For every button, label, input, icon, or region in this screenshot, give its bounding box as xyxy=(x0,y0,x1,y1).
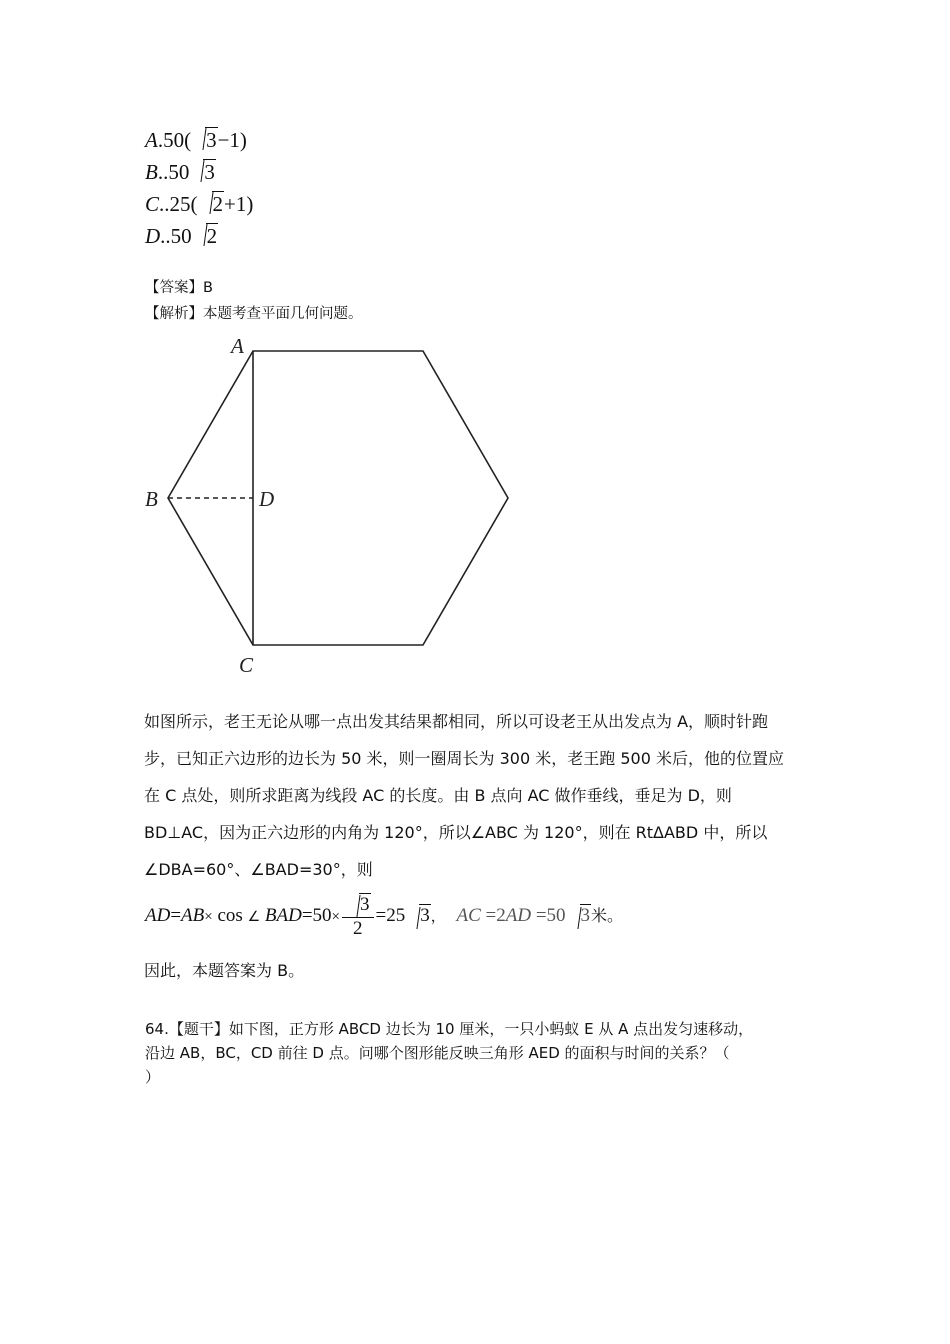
sqrt-sign: 3 xyxy=(191,158,216,186)
option-b: B..50 3 xyxy=(145,160,215,184)
question-64 xyxy=(145,1017,835,1089)
formula-line: AD=AB× cos ∠ BAD=50× $\frac{3}{2}$ =25 3， AC =2AD =50 3米。 xyxy=(145,894,624,939)
label-c: C xyxy=(239,653,254,677)
explanation-line: BD⊥AC，因为正六边形的内角为 120°，所以∠ABC 为 120°，则在 RtΔABD 中，所以 xyxy=(144,823,768,842)
explanation-line: 在 C 点处，则所求距离为线段 AC 的长度。由 B 点向 AC 做作垂线，垂足为 D，则 xyxy=(144,786,732,805)
option-c: C..25( 2+1) xyxy=(145,192,254,216)
fraction: $\frac{3}{2}$ xyxy=(342,893,374,940)
option-a: A.50( 3−1) xyxy=(145,128,247,152)
hexagon-figure xyxy=(140,334,520,679)
analysis-intro: 【解析】本题考查平面几何问题。 xyxy=(145,306,363,322)
question-line: ） xyxy=(145,1068,161,1086)
sqrt-sign: 3 xyxy=(193,126,218,154)
explanation-line: ∠DBA=60°、∠BAD=30°，则 xyxy=(144,860,373,879)
option-d: D..50 2 xyxy=(145,224,218,248)
question-line: 沿边 AB，BC，CD 前往 D 点。问哪个图形能反映三角形 AED 的面积与时间的关系？（ xyxy=(145,1044,730,1062)
answer-line: 【答案】B xyxy=(145,280,213,296)
label-a: A xyxy=(231,334,244,358)
hexagon-outline xyxy=(168,351,508,645)
sqrt-sign: 2 xyxy=(200,190,225,218)
sqrt-sign: 3 xyxy=(568,905,592,927)
explanation-line: 步，已知正六边形的边长为 50 米，则一圈周长为 300 米，老王跑 500 米后，他的位置应 xyxy=(144,749,784,768)
label-b: B xyxy=(145,487,158,511)
explanation-paragraph xyxy=(144,703,824,888)
sqrt-sign: 2 xyxy=(194,222,219,250)
question-line: 64.【题干】如下图，正方形 ABCD 边长为 10 厘米，一只小蚂蚁 E 从 A 点出发匀速移动， xyxy=(145,1020,754,1038)
explanation-line: 如图所示，老王无论从哪一点出发其结果都相同，所以可设老王从出发点为 A，顺时针跑 xyxy=(144,712,769,731)
label-d: D xyxy=(259,487,275,511)
sqrt-sign: 3 xyxy=(407,905,431,927)
conclusion: 因此，本题答案为 B。 xyxy=(144,961,305,980)
